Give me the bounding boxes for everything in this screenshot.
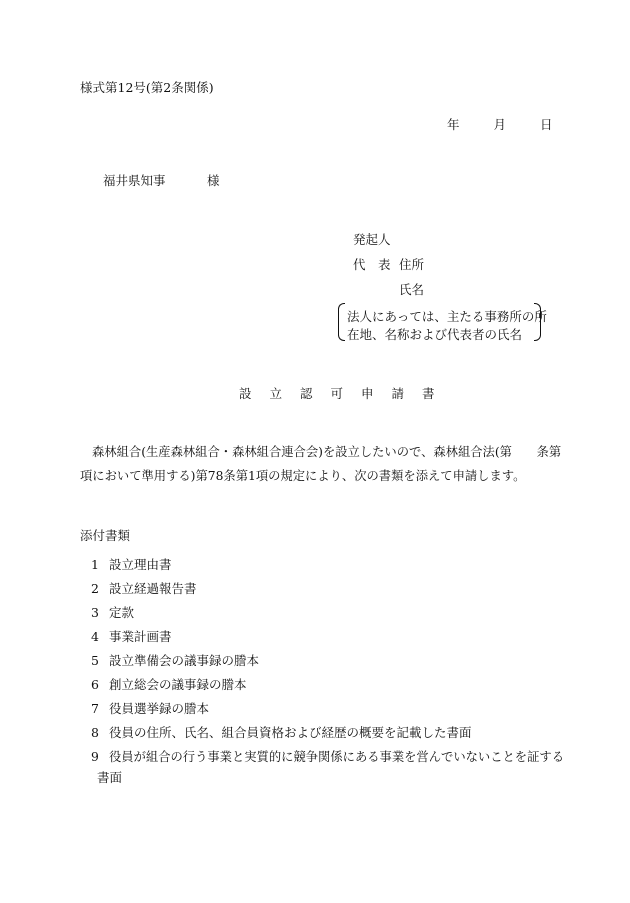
list-item: 5 設立準備会の議事録の謄本 xyxy=(91,653,260,668)
list-item: 6 創立総会の議事録の謄本 xyxy=(91,677,247,692)
addressee-name: 福井県知事 xyxy=(103,173,166,188)
title-char: 設 xyxy=(239,386,252,401)
date-day: 日 xyxy=(539,117,553,132)
corporate-note xyxy=(338,303,547,342)
bracket-right xyxy=(534,303,541,341)
title-char: 可 xyxy=(330,386,344,401)
body-line-2: 項において準用する)第78条第1項の規定により、次の書類を添えて申請します。 xyxy=(80,469,526,483)
bracket-left xyxy=(338,303,345,341)
title-char: 認 xyxy=(300,386,313,401)
list-item: 4 事業計画書 xyxy=(91,629,172,644)
applicant-name-label: 氏名 xyxy=(399,282,425,297)
applicant-address-label: 住所 xyxy=(399,257,425,272)
list-item: 1 設立理由書 xyxy=(91,557,172,572)
title-char: 立 xyxy=(269,386,283,401)
form-number: 様式第12号(第2条関係) xyxy=(80,80,214,95)
attachments-heading: 添付書類 xyxy=(80,528,131,543)
applicant-rep-label: 代 表 xyxy=(353,257,391,272)
list-item: 2 設立経過報告書 xyxy=(91,581,197,596)
list-item-continuation: 書面 xyxy=(97,770,123,785)
list-item: 3 定款 xyxy=(91,605,135,620)
list-item: 8 役員の住所、氏名、組合員資格および経歴の概要を記載した書面 xyxy=(91,725,472,740)
title-char: 申 xyxy=(361,386,374,401)
addressee-honorific: 様 xyxy=(207,173,220,188)
list-item: 7 役員選挙録の謄本 xyxy=(91,701,210,716)
document-title xyxy=(239,388,435,401)
corporate-note-line2: 在地、名称および代表者の氏名 xyxy=(347,327,523,342)
applicant-role: 発起人 xyxy=(353,232,391,247)
date-line xyxy=(447,119,552,132)
corporate-note-line1: 法人にあっては、主たる事務所の所 xyxy=(347,309,547,324)
title-char: 書 xyxy=(422,386,435,401)
list-item: 9 役員が組合の行う事業と実質的に競争関係にある事業を営んでいないことを証する xyxy=(91,750,564,764)
title-char: 請 xyxy=(391,386,405,401)
date-month: 月 xyxy=(493,117,506,132)
date-year: 年 xyxy=(447,117,460,132)
body-line-1: 森林組合(生産森林組合・森林組合連合会)を設立したいので、森林組合法(第 条第 xyxy=(92,445,562,459)
